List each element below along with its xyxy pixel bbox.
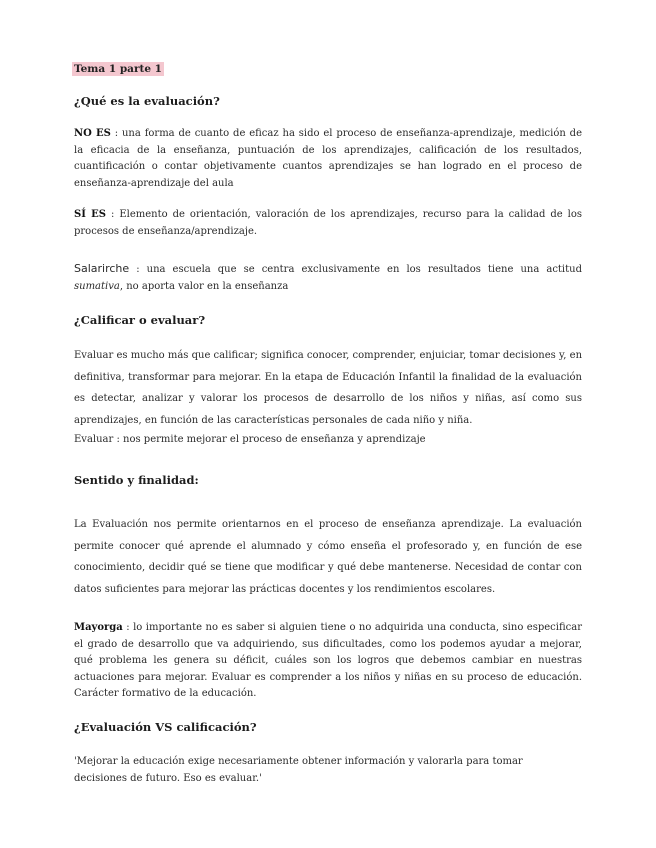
paragraph-no-es	[74, 126, 582, 192]
heading-vs: ¿Evaluación VS calificación?	[74, 720, 257, 734]
paragraph-si-es	[74, 207, 582, 240]
paragraph-calificar-2: Evaluar : nos permite mejorar el proceso de enseñanza y aprendizaje	[74, 434, 426, 445]
text-salarirche-italic: sumativa	[74, 280, 120, 292]
paragraph-sentido: La Evaluación nos permite orientarnos en el proceso de enseñanza aprendizaje. La evaluación permite conocer qué aprende el alumnado y cómo enseña el profesorado y, en función de ese conocimiento, decidir qué se tiene que modificar y qué debe mantenerse. Necesidad de contar con datos suficientes para mejorar las prácticas docentes y los rendimientos escolares.	[74, 519, 582, 595]
heading-que-es: ¿Qué es la evaluación?	[74, 94, 220, 108]
paragraph-salarirche	[74, 261, 582, 295]
text-mayorga: : lo importante no es saber si alguien tiene o no adquirida una conducta, sino especificar el grado de desarrollo que va adquiriendo, sus dificultades, como los podemos ayudar a mejorar, qué problema les genera su déficit, cuáles son los logros que debemos cambiar en nuestras actuaciones para mejorar. Evaluar es comprender a los niños y niñas en su proceso de educación. Carácter formativo de la educación.	[74, 622, 582, 699]
text-si-es: : Elemento de orientación, valoración de los aprendizajes, recurso para la calidad de los procesos de enseñanza/aprendizaje.	[74, 209, 582, 237]
text-no-es: : una forma de cuanto de eficaz ha sido el proceso de enseñanza-aprendizaje, medición de la eficacia de la enseñanza, puntuación de los aprendizajes, calificación de los resultados, cuantificación o contar objetivamente cuantos aprendizajes se han logrado en el proceso de enseñanza-aprendizaje del aula	[74, 128, 582, 189]
label-si-es: SÍ ES	[74, 209, 107, 220]
paragraph-calificar: Evaluar es mucho más que calificar; significa conocer, comprender, enjuiciar, tomar decisiones y, en definitiva, transformar para mejorar. En la etapa de Educación Infantil la finalidad de la evaluación es detectar, analizar y valorar los procesos de desarrollo de los niños y niñas, así como sus aprendizajes, en función de las características personales de cada niño y niña.	[74, 350, 583, 426]
section-title-highlighted: Tema 1 parte 1	[74, 63, 162, 75]
label-no-es: NO ES	[74, 128, 111, 139]
heading-calificar: ¿Calificar o evaluar?	[74, 313, 206, 327]
heading-sentido: Sentido y finalidad:	[74, 473, 199, 487]
author-salarirche: Salarirche	[74, 262, 130, 275]
quote-line-1: 'Mejorar la educación exige necesariamente obtener información y valorarla para tomar	[74, 756, 523, 767]
author-mayorga: Mayorga	[74, 622, 123, 633]
paragraph-mayorga	[74, 620, 582, 703]
text-salarirche-2: , no aporta valor en la enseñanza	[119, 280, 289, 292]
quote-line-2: decisiones de futuro. Eso es evaluar.'	[74, 772, 262, 784]
text-salarirche-1: : una escuela que se centra exclusivamente en los resultados tiene una actitud	[136, 264, 582, 275]
